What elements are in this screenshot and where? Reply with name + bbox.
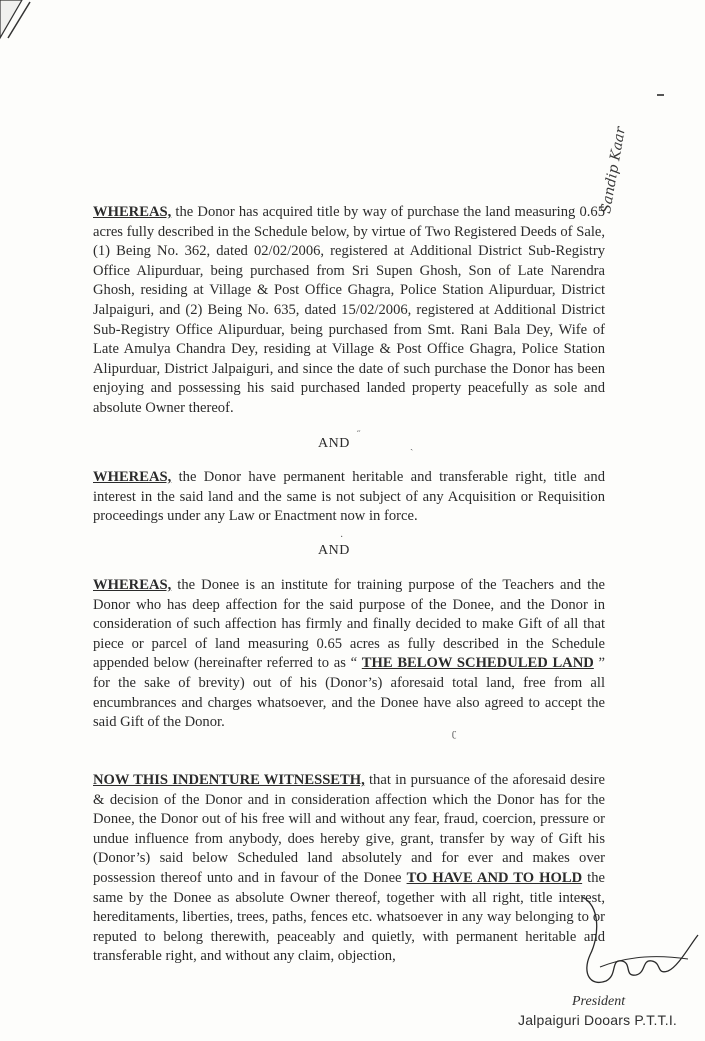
- ink-speck: ˏ: [410, 440, 414, 451]
- margin-dash-mark: [657, 94, 664, 96]
- recital-paragraph-2: [93, 468, 605, 527]
- organisation-stamp: Jalpaiguri Dooars P.T.T.I.: [518, 1012, 678, 1028]
- ink-speck: ʗ: [452, 728, 457, 739]
- ink-speck: ˝: [357, 430, 361, 441]
- witnesseth-text-b: the same by the Donee as absolute Owner thereof, together with all right, title interest, hereditaments, liberties, trees, paths, fences etc. whatsoever in any way belonging to or reputed to belong therewith, peaceably and quietly, with permanent heritable and transferable right, and without any claim, objection,: [93, 869, 605, 965]
- side-signature-text: Sandip Kaar: [598, 125, 629, 215]
- witnesseth-lead: NOW THIS INDENTURE WITNESSETH,: [93, 772, 365, 788]
- recital-paragraph-1: [93, 203, 605, 419]
- side-handwritten-signature: [592, 80, 632, 220]
- recital-2-lead: WHEREAS,: [93, 469, 172, 485]
- habendum-term: TO HAVE AND TO HOLD: [406, 869, 583, 886]
- recital-3-lead: WHEREAS,: [93, 577, 172, 593]
- separator-and-2: AND: [318, 543, 350, 558]
- signatory-title: President: [572, 994, 626, 1009]
- recital-2-text: the Donor have permanent heritable and transferable right, title and interest in the said land and the same is not subject of any Acquisition or Requisition proceedings under any Law or Enactment now in force.: [93, 469, 605, 525]
- corner-fold-mark: [0, 0, 40, 40]
- recital-3-text-b: ” for the sake of brevity) out of his (Donor’s) aforesaid total land, free from all encumbrances and charges whatsoever, and the Donee have also agreed to accept the said Gift of the Donor.: [93, 655, 606, 731]
- witnesseth-paragraph: [93, 771, 605, 967]
- recital-1-text: the Donor has acquired title by way of purchase the land measuring 0.65 acres fully described in the Schedule below, by virtue of Two Registered Deeds of Sale, (1) Being No. 362, dated 02/02/2006, registered at Additional District Sub-Registry Office Alipurduar, being purchased from Sri Supen Ghosh, Son of Late Narendra Ghosh, residing at Village & Post Office Ghagra, Police Station Alipurduar, District Jalpaiguri, and (2) Being No. 635, dated 15/02/2006, registered at Additional District Sub-Registry Office Alipurduar, being purchased from Smt. Rani Bala Dey, Wife of Late Amulya Chandra Dey, residing at Village & Post Office Ghagra, Police Station Alipurduar, District Jalpaiguri, and since the date of such purchase the Donor has been enjoying and possessing his said purchased landed property peacefully as sole and absolute Owner thereof.: [93, 204, 605, 416]
- separator-and-1: AND: [318, 436, 350, 451]
- recital-1-lead: WHEREAS,: [93, 204, 172, 220]
- president-handwritten-signature: [560, 895, 700, 1005]
- ink-speck: ·: [340, 532, 344, 543]
- scheduled-land-term: THE BELOW SCHEDULED LAND: [361, 655, 594, 672]
- recital-paragraph-3: [93, 576, 605, 733]
- witnesseth-text-a: that in pursuance of the aforesaid desire & decision of the Donor and in consideration affection which the Donor has for the Donee, the Donor out of his free will and without any fear, fraud, coercion, pressure or undue influence from anybody, does hereby give, grant, transfer by way of Gift his (Donor’s) said below Scheduled land absolutely and for ever and makes over possession thereof unto and in favour of the Donee: [93, 772, 605, 886]
- recital-3-text-a: the Donee is an institute for training purpose of the Teachers and the Donor who has deep affection for the said purpose of the Donee, and the Donor in consideration of such affection has firmly and finally decided to make Gift of all that piece or parcel of land measuring 0.65 acres as fully described in the Schedule appended below (hereinafter referred to as “: [93, 577, 605, 672]
